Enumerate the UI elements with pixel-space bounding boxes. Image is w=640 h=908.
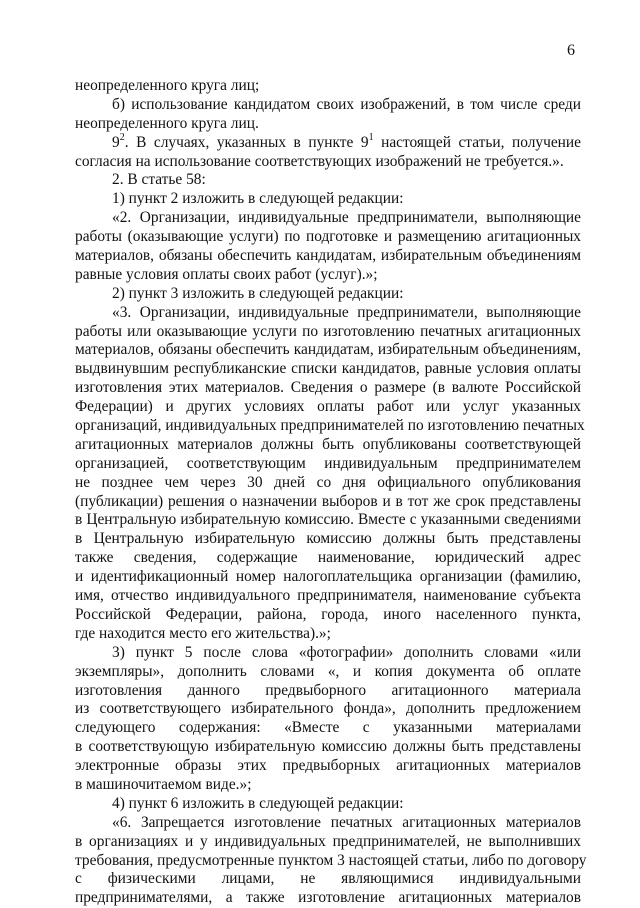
text-line: $9^2$. В случаях, указанных в пункте $9^1$ настоящей статьи, получение [112,131,581,151]
text-line: изготовления этих материалов. Сведения о размере (в валюте Российской [75,379,581,397]
text-line: в Центральную избирательную комиссию должны быть представлены [75,530,581,548]
text-line: Федерации) и других условиях оплаты работ или услуг указанных [75,398,581,416]
text-line: в Центральную избирательную комиссию. Вместе с указанными сведениями [75,511,581,529]
text-line: в машиночитаемом виде.»; [75,775,252,793]
reference-number-sup: 1 [368,131,374,143]
text-line: электронные образы этих предвыборных агитационных материалов [75,757,581,775]
text-line: 4) пункт 6 изложить в следующей редакции: [112,794,404,812]
text-line: 1) пункт 2 изложить в следующей редакции: [112,190,404,208]
text-line: экземпляры», дополнить словами «, и копия документа об оплате [75,662,581,680]
text-line: (публикации) решения о назначении выборов и в тот же срок представлены [75,492,581,510]
line-text: В случаях, указанных в пункте [136,133,354,151]
text-line: следующего содержания: «Вместе с указанными материалами [75,719,581,737]
text-line: требования, предусмотренные пунктом 3 настоящей статьи, либо по договору [75,851,587,869]
text-line: материалов, обязаны обеспечить кандидатам, избирательным объединениям, [75,341,581,359]
text-line: агитационных материалов должны быть опубликованы соответствующей [75,435,581,453]
text-line: неопределенного круга лиц; [75,77,260,94]
text-line: изготовления данного предвыборного агитационного материала [75,681,581,699]
text-line: «3. Организации, индивидуальные предприниматели, выполняющие [112,303,581,321]
text-line: где находится место его жительства).»; [75,624,331,642]
text-line: 2) пункт 3 изложить в следующей редакции: [112,284,404,302]
text-line: равные условия оплаты своих работ (услуг).»; [75,265,378,283]
text-line: также сведения, содержащие наименование, юридический адрес [75,549,581,567]
clause-number-sup: 2 [119,131,125,143]
text-line: с физическими лицами, не являющимися индивидуальными [75,870,581,888]
text-line: 2. В статье 58: [112,171,206,189]
text-line: материалов, обязаны обеспечить кандидатам, избирательным объединениям [75,247,581,265]
text-line: Российской Федерации, района, города, иного населенного пункта, [75,605,581,623]
document-body [75,77,587,908]
text-line: выдвинувшим республиканские списки кандидатов, равные условия оплаты [75,360,581,378]
reference-number: 9 [360,133,369,151]
text-line: «2. Организации, индивидуальные предприниматели, выполняющие [112,209,581,227]
page-number: 6 [567,42,575,59]
text-line: и идентификационный номер налогоплательщика организации (фамилию, [75,568,581,586]
text-line: организаций, индивидуальных предпринимателей по изготовлению печатных [75,417,585,435]
text-line: согласия на использование соответствующих изображений не требуется.». [75,152,564,170]
text-line: не позднее чем через 30 дней со дня официального опубликования [75,473,581,491]
text-line: б) использование кандидатом своих изображений, в том числе среди [112,95,581,113]
text-line: в организациях и у индивидуальных предпринимателей, не выполнивших [75,832,581,850]
text-line: в соответствующую избирательную комиссию должны быть представлены [75,738,581,756]
text-line: 3) пункт 5 после слова «фотографии» дополнить словами «или [112,643,581,661]
text-line: предпринимателями, а также изготовление агитационных материалов [75,889,581,907]
clause-number: 9 [112,133,120,151]
text-line: работы (оказывающие услуги) по подготовке и размещению агитационных [75,228,581,246]
text-line: имя, отчество индивидуального предпринимателя, наименование субъекта [75,587,581,605]
line-text-suffix: настоящей статьи, получение [381,133,581,151]
text-line: работы или оказывающие услуги по изготовлению печатных агитационных [75,322,581,340]
text-line: неопределенного круга лиц. [75,114,259,132]
text-line: организацией, соответствующим индивидуальным предпринимателем [75,454,581,472]
text-line: из соответствующего избирательного фонда», дополнить предложением [75,700,581,718]
text-line: «6. Запрещается изготовление печатных агитационных материалов [112,813,581,831]
